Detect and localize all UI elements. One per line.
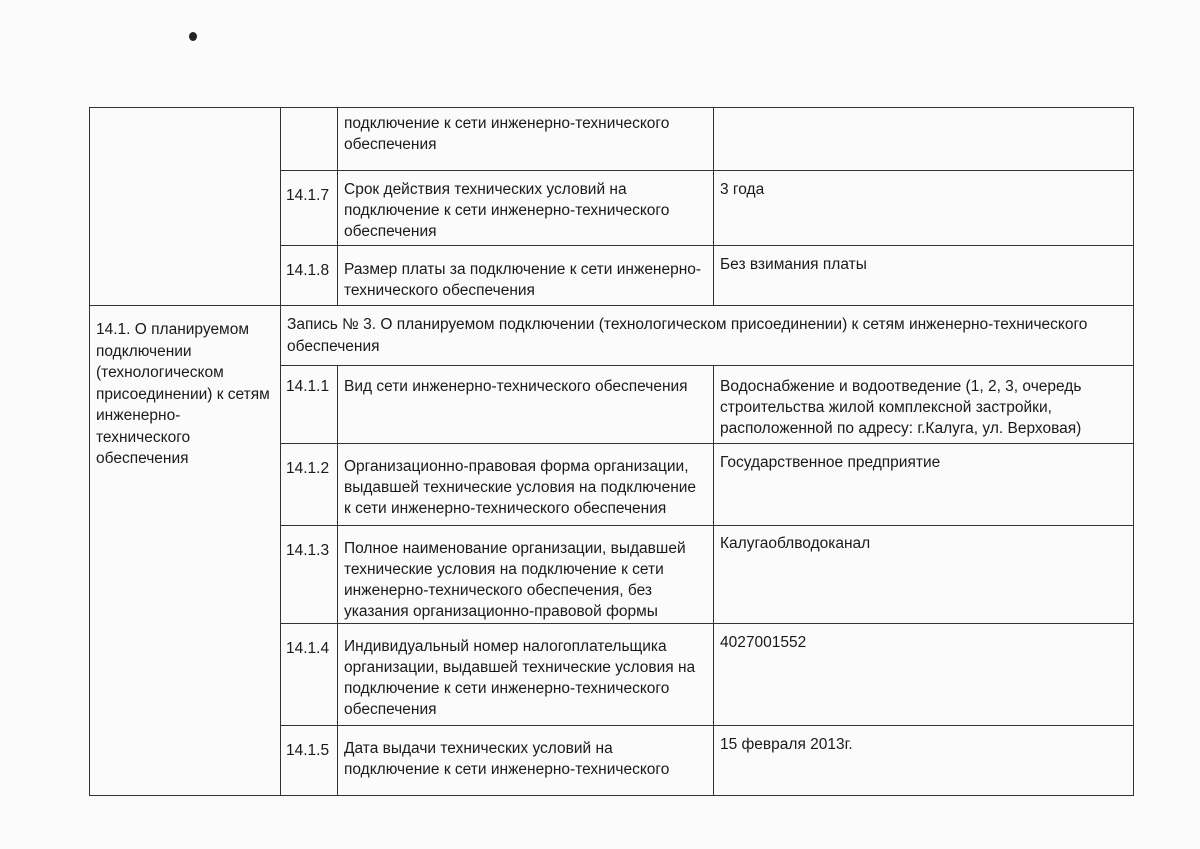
record-header-row	[90, 306, 1134, 366]
row-label: Срок действия технических условий на подключение к сети инженерно-технического обеспечения	[338, 171, 714, 246]
table-row	[90, 108, 1134, 171]
row-number: 14.1.3	[281, 526, 338, 624]
record-header: Запись № 3. О планируемом подключении (технологическом присоединении) к сетям инженерно-технического обеспечения	[281, 306, 1134, 366]
row-number: 14.1.7	[281, 171, 338, 246]
row-value: Государственное предприятие	[714, 444, 1134, 526]
row-label: Организационно-правовая форма организации, выдавшей технические условия на подключение к сети инженерно-технического обеспечения	[338, 444, 714, 526]
section-title: 14.1. О планируемом подключении (технологическом присоединении) к сетям инженерно-технического обеспечения	[90, 306, 281, 796]
row-value: 4027001552	[714, 624, 1134, 726]
row-value: Водоснабжение и водоотведение (1, 2, 3, очередь строительства жилой комплексной застройки, расположенной по адресу: г.Калуга, ул. Верховая)	[714, 366, 1134, 444]
row-number: 14.1.8	[281, 246, 338, 306]
row-number: 14.1.4	[281, 624, 338, 726]
row-value: 3 года	[714, 171, 1134, 246]
row-label: подключение к сети инженерно-технического обеспечения	[338, 108, 714, 171]
row-number: 14.1.2	[281, 444, 338, 526]
row-label: Полное наименование организации, выдавшей технические условия на подключение к сети инженерно-технического обеспечения, без указания организационно-правовой формы	[338, 526, 714, 624]
empty-section-cell	[90, 108, 281, 306]
document-table	[89, 107, 1134, 796]
row-number: 14.1.1	[281, 366, 338, 444]
row-value: Без взимания платы	[714, 246, 1134, 306]
empty-num-cell	[281, 108, 338, 171]
row-number: 14.1.5	[281, 726, 338, 796]
row-label: Размер платы за подключение к сети инженерно-технического обеспечения	[338, 246, 714, 306]
row-label: Индивидуальный номер налогоплательщика организации, выдавшей технические условия на подключение к сети инженерно-технического обеспечения	[338, 624, 714, 726]
row-value: Калугаоблводоканал	[714, 526, 1134, 624]
scan-speck	[189, 32, 197, 41]
row-label: Вид сети инженерно-технического обеспечения	[338, 366, 714, 444]
row-value: 15 февраля 2013г.	[714, 726, 1134, 796]
row-label: Дата выдачи технических условий на подключение к сети инженерно-технического	[338, 726, 714, 796]
row-value	[714, 108, 1134, 171]
